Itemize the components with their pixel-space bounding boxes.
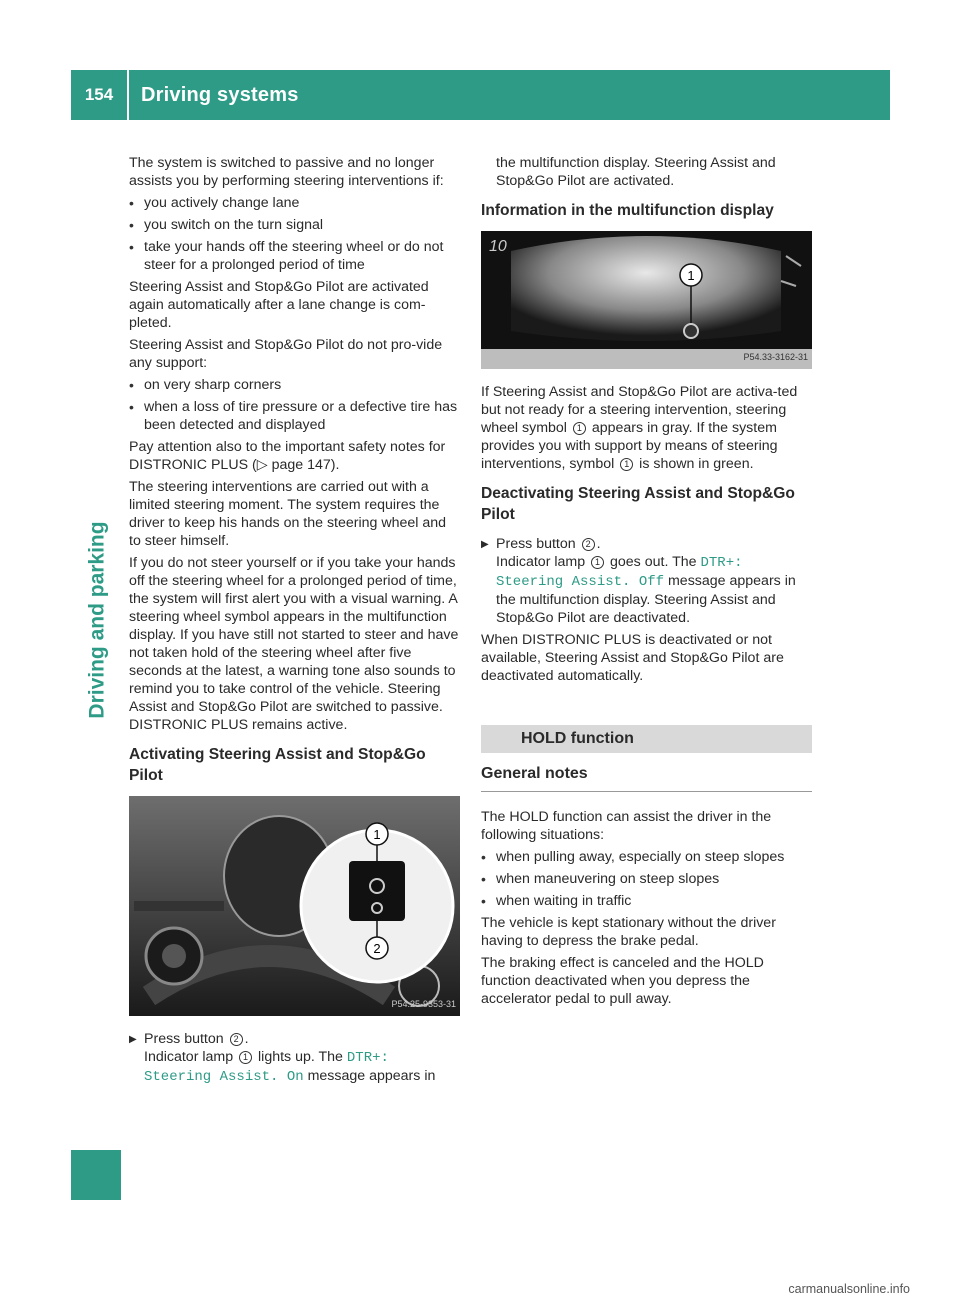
display-message: DTR+: Steering Assist. On [144,1050,389,1085]
page-number: 154 [84,85,114,104]
list-item: • you actively change lane [129,194,460,212]
paragraph: When DISTRONIC PLUS is deactivated or not available, Steering Assist and Stop&Go Pilot are deactivated automatically. [481,632,784,684]
marker-1-icon: 1 [573,422,586,435]
paragraph: Pay attention also to the important safety notes for DISTRONIC PLUS (▷ page 147). [129,439,446,473]
paragraph: If Steering Assist and Stop&Go Pilot are activa-ted but not ready for a steering intervention, steering wheel symbol 1 appears in gray. If the system provides you with support by means of steering interventions, symbol 1 is shown in green. [481,384,798,472]
marker-2-icon: 2 [582,538,595,551]
paragraph: If you do not steer yourself or if you take your hands off the steering wheel for a prolonged period of time, the system will first alert you with a visual warning. A steering wheel symbol appears in the multifunction display. If you have still not started to steer and have not taken hold of the steering wheel after five seconds at the latest, a warning tone also sounds to remind you to take control of the vehicle. Steering Assist and Stop&Go Pilot are switched to passive. DISTRONIC PLUS remains active. [129,555,459,733]
figure-code: P54.25-9353-31 [391,999,456,1009]
marker-2-icon: 2 [230,1033,243,1046]
list-item: • you switch on the turn signal [129,216,460,234]
page-ref-arrow-icon: ▷ [256,457,268,473]
page-title: Driving systems [141,83,299,106]
list-item: • take your hands off the steering wheel or do not steer for a prolonged period of time [129,238,460,274]
list-item: • when a loss of tire pressure or a defective tire has been detected and displayed [129,398,460,434]
paragraph: The HOLD function can assist the driver in the following situations: [481,809,772,843]
list-item: • when pulling away, especially on steep slopes [481,848,812,866]
instruction-step: ▶ Press button 2 . Indicator lamp 1 lights up. The DTR+: Steering Assist. On message appears in [129,1030,460,1086]
paragraph: Steering Assist and Stop&Go Pilot do not pro-vide any support: [129,337,443,371]
paragraph: The vehicle is kept stationary without the driver having to depress the brake pedal. [481,915,776,949]
paragraph: The braking effect is canceled and the HOLD function deactivated when you depress the accelerator pedal to pull away. [481,955,764,1007]
steering-wheel-illustration [129,796,460,1016]
section-heading: Activating Steering Assist and Stop&Go Pilot [129,746,426,784]
section-band: HOLD function [481,725,812,753]
list-item: • when maneuvering on steep slopes [481,870,812,888]
watermark: carmanualsonline.info [788,1282,910,1296]
subsection-heading: General notes [481,759,812,792]
marker-1-icon: 1 [239,1051,252,1064]
marker-1: 1 [373,827,381,842]
page-header [71,70,890,120]
figure-code: P54.33-3162-31 [743,352,808,362]
left-column [129,154,460,1090]
paragraph: Steering Assist and Stop&Go Pilot are activated again automatically after a lane change is com-pleted. [129,279,429,331]
steering-wheel-figure [129,796,460,1016]
paragraph: The steering interventions are carried out with a limited steering moment. The system requires the driver to keep his hands on the steering wheel and to steer himself. [129,479,447,549]
marker-1-icon: 1 [591,556,604,569]
display-message: DTR+: Steering Assist. Off [496,555,743,590]
instruction-step: ▶ Press button 2 . Indicator lamp 1 goes out. The DTR+: Steering Assist. Off message appears in the multifunction display. Steering Assist and Stop&Go Pilot are deactivated. [481,535,812,627]
paragraph: the multifunction display. Steering Assist and Stop&Go Pilot are activated. [496,155,776,189]
marker-1-icon: 1 [620,458,633,471]
section-heading: Information in the multifunction display [481,202,774,219]
list-item: • when waiting in traffic [481,892,812,910]
svg-text:10: 10 [489,238,507,255]
section-heading: Deactivating Steering Assist and Stop&Go Pilot [481,485,795,523]
page-ref-link[interactable]: page 147 [271,457,331,473]
multifunction-display-figure [481,231,812,369]
list-item: • on very sharp corners [129,376,460,394]
marker-2: 2 [373,941,381,956]
right-column [481,154,812,1012]
side-tab-label: Driving and parking [86,521,110,719]
paragraph: The system is switched to passive and no longer assists you by performing steering interventions if: [129,155,444,189]
side-tab-block [71,1150,121,1200]
marker-1: 1 [687,268,695,283]
